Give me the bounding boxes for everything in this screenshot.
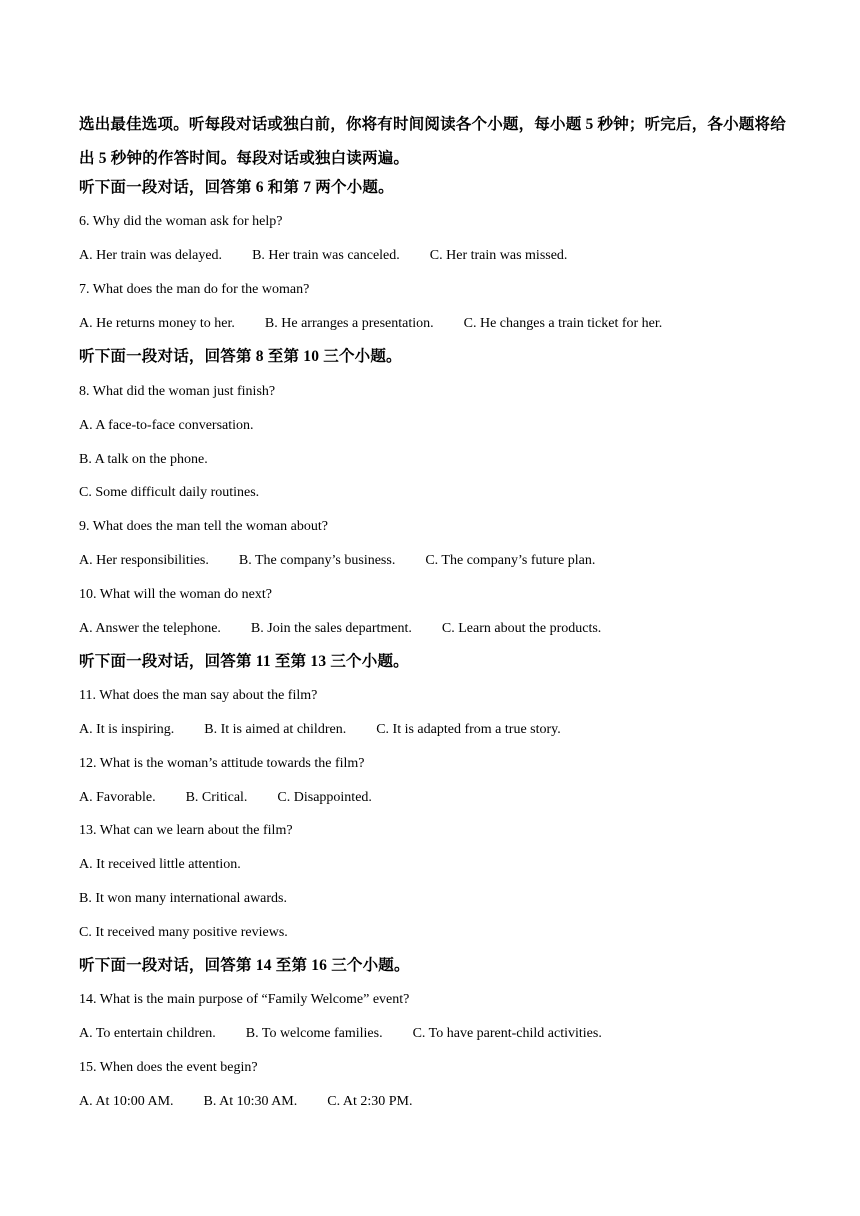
option-row	[79, 720, 561, 740]
option-c: C. Disappointed.	[277, 790, 372, 805]
question-stem: 7. What does the man do for the woman?	[79, 282, 310, 297]
option-b: B. It is aimed at children.	[204, 722, 347, 737]
question-stem: 10. What will the woman do next?	[79, 587, 272, 602]
option-row	[79, 1092, 412, 1112]
option-b: B. Critical.	[185, 790, 248, 805]
section-heading: 听下面一段对话，回答第 11 至第 13 三个小题。	[79, 653, 409, 670]
option-a: A. Her responsibilities.	[79, 553, 209, 568]
option-b: B. At 10:30 AM.	[203, 1094, 298, 1109]
option-b: B. Join the sales department.	[250, 621, 412, 636]
question-stem: 14. What is the main purpose of “Family Welcome” event?	[79, 992, 410, 1007]
option-line: C. It received many positive reviews.	[79, 925, 288, 940]
question-stem: 12. What is the woman’s attitude towards the film?	[79, 756, 365, 771]
option-a: A. At 10:00 AM.	[79, 1094, 174, 1109]
option-a: A. To entertain children.	[79, 1026, 216, 1041]
option-row	[79, 619, 601, 639]
section-heading: 听下面一段对话，回答第 6 和第 7 两个小题。	[79, 179, 394, 196]
instructions-paragraph: 选出最佳选项。听每段对话或独白前，你将有时间阅读各个小题，每小题 5 秒钟；听完后，各小题将给出 5 秒钟的作答时间。每段对话或独白读两遍。	[79, 116, 786, 167]
question-stem: 11. What does the man say about the film?	[79, 688, 318, 703]
option-a: A. It is inspiring.	[79, 722, 175, 737]
option-row	[79, 788, 372, 808]
option-c: C. Her train was missed.	[429, 248, 568, 263]
option-row	[79, 314, 662, 334]
option-row	[79, 246, 567, 266]
section-heading: 听下面一段对话，回答第 8 至第 10 三个小题。	[79, 348, 402, 365]
option-c: C. Learn about the products.	[441, 621, 602, 636]
option-b: B. The company’s business.	[238, 553, 396, 568]
option-c: C. The company’s future plan.	[425, 553, 596, 568]
option-row	[79, 551, 595, 571]
option-c: C. It is adapted from a true story.	[376, 722, 561, 737]
option-a: A. Favorable.	[79, 790, 156, 805]
question-stem: 13. What can we learn about the film?	[79, 823, 293, 838]
question-stem: 6. Why did the woman ask for help?	[79, 214, 283, 229]
section-heading: 听下面一段对话，回答第 14 至第 16 三个小题。	[79, 957, 410, 974]
option-b: B. To welcome families.	[245, 1026, 383, 1041]
option-line: B. A talk on the phone.	[79, 452, 208, 467]
option-b: B. He arranges a presentation.	[264, 316, 434, 331]
option-line: B. It won many international awards.	[79, 891, 288, 906]
option-c: C. He changes a train ticket for her.	[463, 316, 663, 331]
option-a: A. Answer the telephone.	[79, 621, 221, 636]
option-line: A. A face-to-face conversation.	[79, 418, 254, 433]
option-b: B. Her train was canceled.	[252, 248, 400, 263]
question-stem: 8. What did the woman just finish?	[79, 384, 276, 399]
option-a: A. Her train was delayed.	[79, 248, 223, 263]
option-row	[79, 1024, 602, 1044]
question-stem: 15. When does the event begin?	[79, 1060, 258, 1075]
option-a: A. He returns money to her.	[79, 316, 235, 331]
option-c: C. To have parent-child activities.	[412, 1026, 602, 1041]
question-stem: 9. What does the man tell the woman about?	[79, 519, 328, 534]
option-line: C. Some difficult daily routines.	[79, 485, 260, 500]
option-c: C. At 2:30 PM.	[327, 1094, 413, 1109]
option-line: A. It received little attention.	[79, 857, 241, 872]
